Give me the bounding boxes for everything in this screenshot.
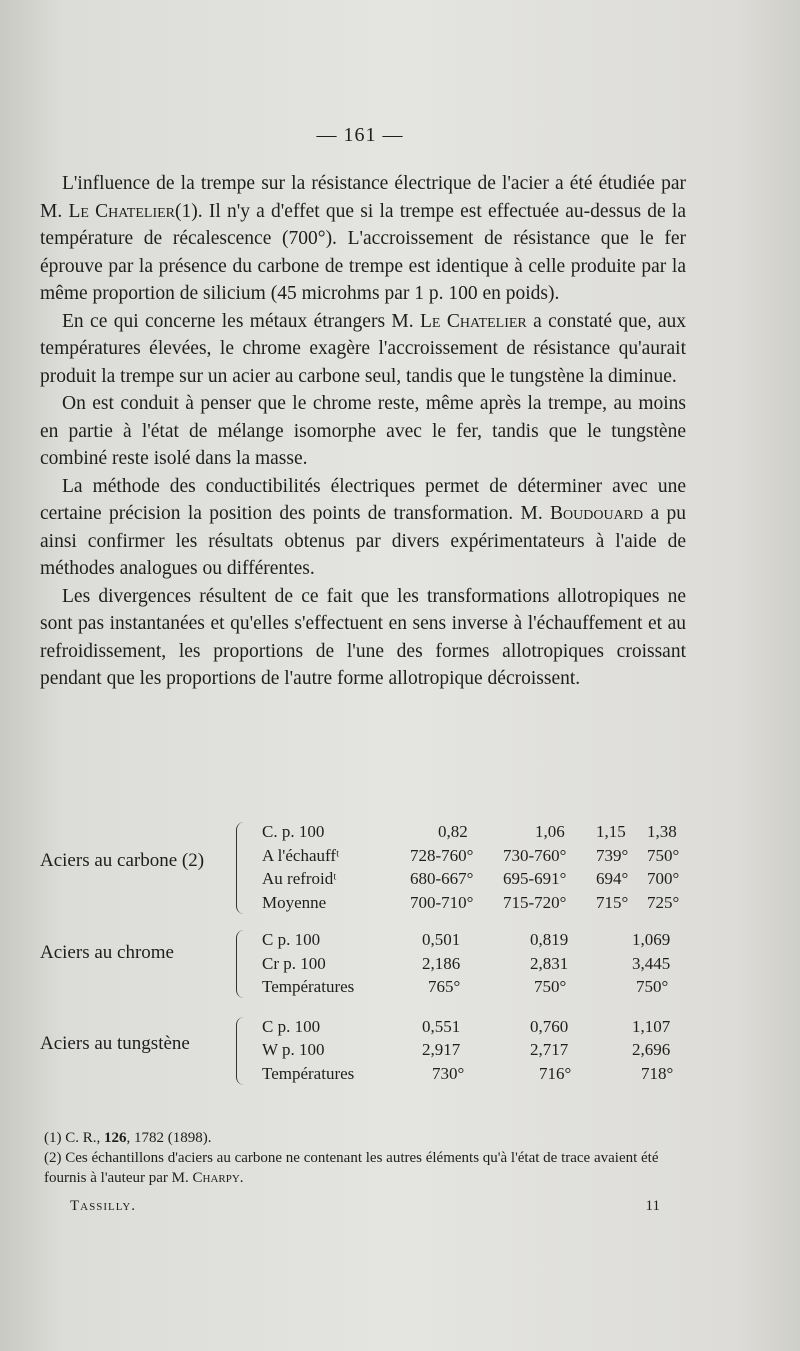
footnote: (2) Ces échantillons d'aciers au carbone ne contenant les autres éléments qu'à l'état de trace avaient été fournis à l'auteur par M. Charpy. xyxy=(44,1150,659,1186)
page-number: — 161 — xyxy=(316,124,404,146)
table-row: Cr p. 100 2,186 2,831 3,445 xyxy=(262,953,671,973)
table-row: C p. 100 0,551 0,760 1,107 xyxy=(262,1016,671,1036)
author-signature: Tassilly. xyxy=(70,1198,137,1214)
table-label: Aciers au tungstène xyxy=(40,1032,190,1054)
table-label: Aciers au carbone (2) xyxy=(40,850,205,871)
table-chrome xyxy=(40,930,700,1001)
table-tungsten xyxy=(40,1017,700,1088)
paragraph: Les divergences résultent de ce fait que les transformations allotropiques ne sont pas instantanées et qu'elles s'effectuent en sens inverse à l'échauffement et au refroidissement, les proportions de l'une des formes allotropiques croissant pendant que les proportions de l'autre forme allotropique décroissent. xyxy=(40,585,686,689)
table-row: C. p. 100 0,82 1,06 1,15 1,38 xyxy=(262,822,677,841)
table-row: Températures 765° 750° 750° xyxy=(262,977,669,996)
paragraph: On est conduit à penser que le chrome reste, même après la trempe, au moins en partie à l'état de mélange isomorphe avec le fer, tandis que le tungstène combiné reste isolé dans la masse. xyxy=(40,393,686,469)
paragraph: L'influence de la trempe sur la résistance électrique de l'acier a été étudiée par M. Le Chatelier(1). Il n'y a d'effet que si la trempe est effectuée au-dessus de la température de récalescence (700°). L'accroissement de résistance que le fer éprouve par la présence du carbone de trempe est identique à celle produite par la même proportion de silicium (45 microhms par 1 p. 100 en poids). xyxy=(40,173,686,304)
paragraph: La méthode des conductibilités électriques permet de déterminer avec une certaine précision la position des points de transformation. M. Boudouard a pu ainsi confirmer les résultats obtenus par divers expérimentateurs à l'aide de méthodes analogues ou différentes. xyxy=(40,475,686,579)
table-row: Au refroidᵗ 680-667° 695-691° 694° 700° xyxy=(262,869,680,888)
table-row: A l'échauffᵗ 728-760° 730-760° 739° 750° xyxy=(262,845,680,865)
sheet-number: 11 xyxy=(645,1198,660,1214)
paragraph: En ce qui concerne les métaux étrangers M. Le Chatelier a constaté que, aux températures élevées, le chrome exagère l'accroissement de résistance qu'aurait produit la trempe sur un acier au carbone seul, tandis que le tungstène la diminue. xyxy=(40,310,686,387)
footnotes xyxy=(44,1128,684,1188)
table-label: Aciers au chrome xyxy=(40,942,174,963)
table-row: C p. 100 0,501 0,819 1,069 xyxy=(262,930,671,949)
table-carbon xyxy=(40,822,700,916)
body-text xyxy=(40,170,686,693)
table-row: Températures 730° 716° 718° xyxy=(262,1063,674,1083)
data-tables xyxy=(40,822,700,1097)
table-row: W p. 100 2,917 2,717 2,696 xyxy=(262,1040,671,1059)
footnote: (1) C. R., 126, 1782 (1898). xyxy=(44,1130,212,1146)
table-row: Moyenne 700-710° 715-720° 715° 725° xyxy=(262,892,680,912)
